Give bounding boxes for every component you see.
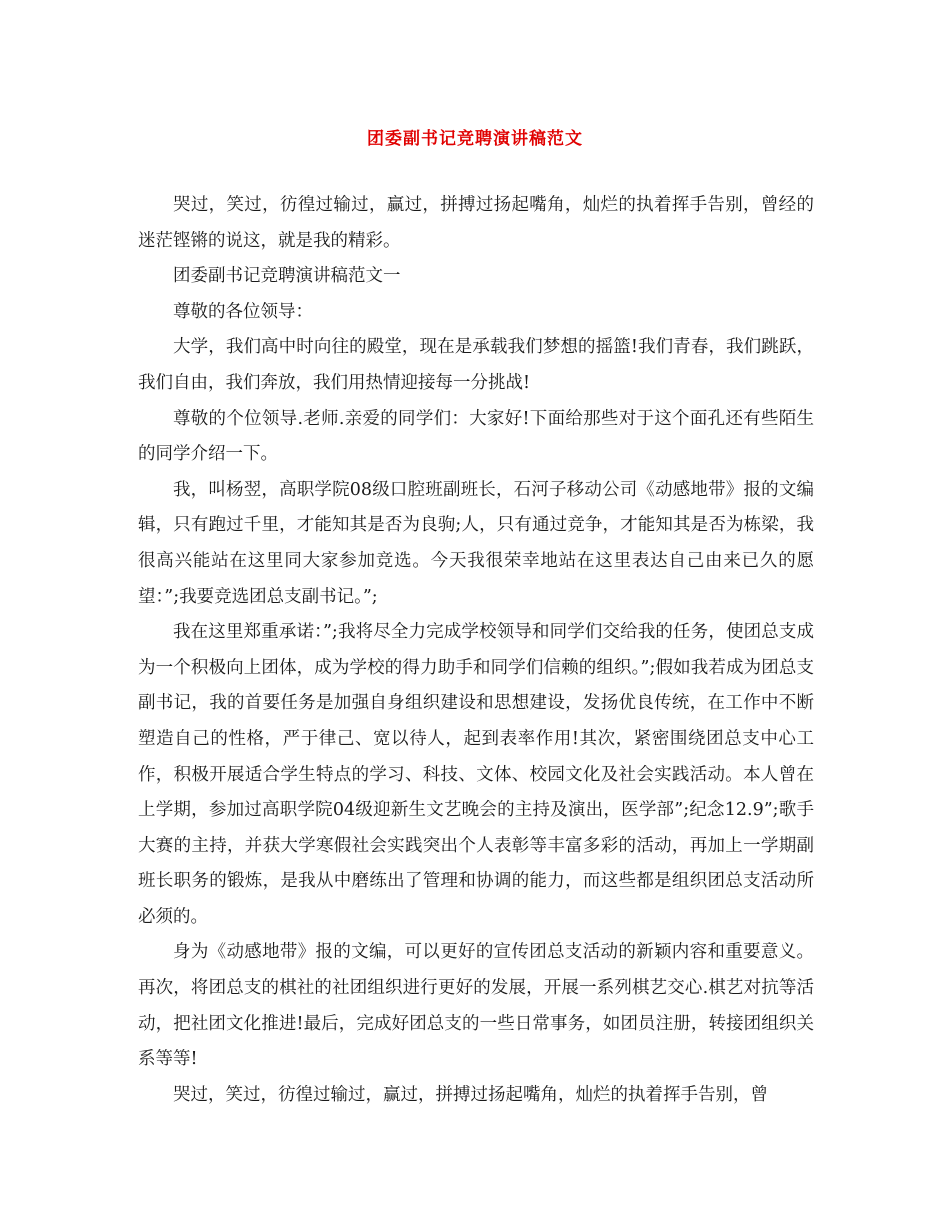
document-title: 团委副书记竞聘演讲稿范文 (367, 129, 583, 149)
paragraph-heading: 团委副书记竞聘演讲稿范文一 (173, 266, 401, 287)
paragraph-salutation: 尊敬的各位领导： (173, 301, 313, 322)
paragraph-intro: 哭过，笑过，彷徨过输过，赢过，拼搏过扬起嘴角，灿烂的执着挥手告别，曾经的迷茫铿锵的说这，就是我的精彩。 (138, 195, 814, 251)
paragraph-body: 大学，我们高中时向往的殿堂，现在是承载我们梦想的摇篮!我们青春，我们跳跃，我们自由，我们奔放，我们用热情迎接每一分挑战! (138, 337, 814, 393)
paragraph-body: 哭过，笑过，彷徨过输过，赢过，拼搏过扬起嘴角，灿烂的执着挥手告别，曾 (173, 1084, 768, 1105)
paragraph-body: 身为《动感地带》报的文编，可以更好的宣传团总支活动的新颖内容和重要意义。再次，将团总支的棋社的社团组织进行更好的发展，开展一系列棋艺交心.棋艺对抗等活动，把社团文化推进!最后，完成好团总支的一些日常事务，如团员注册，转接团组织关系等等! (138, 942, 814, 1070)
paragraph-body: 我，叫杨翌，高职学院08级口腔班副班长，石河子移动公司《动感地带》报的文编辑，只有跑过千里，才能知其是否为良驹;人，只有通过竞争，才能知其是否为栋梁，我很高兴能站在这里同大家参加竞选。今天我很荣幸地站在这里表达自己由来已久的愿望：”;我要竞选团总支副书记。”; (138, 479, 814, 607)
document-body (138, 188, 814, 1113)
paragraph-body: 我在这里郑重承诺：”;我将尽全力完成学校领导和同学们交给我的任务，使团总支成为一个积极向上团体，成为学校的得力助手和同学们信赖的组织。”;假如我若成为团总支副书记，我的首要任务是加强自身组织建设和思想建设，发扬优良传统，在工作中不断塑造自己的性格，严于律己、宽以待人，起到表率作用!其次，紧密围绕团总支中心工作，积极开展适合学生特点的学习、科技、文体、校园文化及社会实践活动。本人曾在上学期，参加过高职学院04级迎新生文艺晚会的主持及演出，医学部”;纪念12.9”;歌手大赛的主持，并获大学寒假社会实践突出个人表彰等丰富多彩的活动，再加上一学期副班长职务的锻炼，是我从中磨练出了管理和协调的能力，而这些都是组织团总支活动所必须的。 (138, 622, 814, 927)
paragraph-body: 尊敬的个位领导.老师.亲爱的同学们：大家好!下面给那些对于这个面孔还有些陌生的同学介绍一下。 (138, 408, 814, 465)
